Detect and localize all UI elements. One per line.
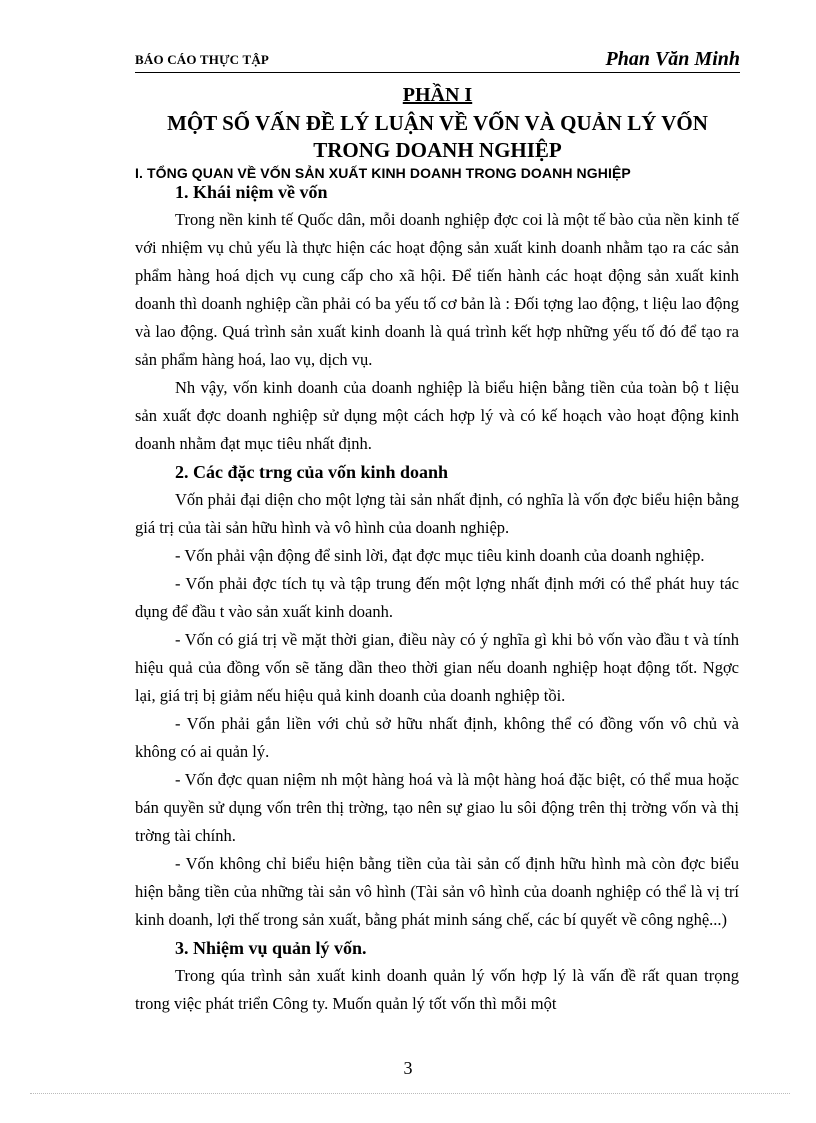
paragraph: - Vốn đợc quan niệm nh một hàng hoá và là một hàng hoá đặc biệt, có thể mua hoặc bán quyền sử dụng vốn trên thị trờng, tạo nên sự giao lu sôi động trên thị trờng vốn và thị trờng tài chính. — [135, 770, 739, 845]
part-title: PHẦN I — [402, 84, 473, 106]
page-bottom-divider — [30, 1093, 790, 1094]
paragraph: Nh vậy, vốn kinh doanh của doanh nghiệp là biểu hiện bằng tiền của toàn bộ t liệu sản xuất đợc doanh nghiệp sử dụng một cách hợp lý và có kế hoạch vào hoạt động kinh doanh nhằm đạt mục tiêu nhất định. — [135, 378, 739, 453]
section-heading: I. TỔNG QUAN VỀ VỐN SẢN XUẤT KINH DOANH TRONG DOANH NGHIỆP — [135, 165, 631, 181]
paragraph: Trong nền kinh tế Quốc dân, mỗi doanh nghiệp đợc coi là một tế bào của nền kinh tế với nhiệm vụ chủ yếu là thực hiện các hoạt động sản xuất kinh doanh nhằm tạo ra các sản phẩm hàng hoá dịch vụ cung cấp cho xã hội. Để tiến hành các hoạt động sản xuất kinh doanh thì doanh nghiệp cần phải có ba yếu tố cơ bản là : Đối tợng lao động, t liệu lao động và lao động. Quá trình sản xuất kinh doanh là quá trình kết hợp những yếu tố đó để tạo ra sản phẩm hàng hoá, lao vụ, dịch vụ. — [135, 210, 739, 369]
paragraph: Vốn phải đại diện cho một lợng tài sản nhất định, có nghĩa là vốn đợc biểu hiện bằng giá trị của tài sản hữu hình và vô hình của doanh nghiệp. — [135, 490, 739, 537]
body-text — [135, 178, 739, 1018]
paragraph: - Vốn phải đợc tích tụ và tập trung đến một lợng nhất định mới có thể phát huy tác dụng để đầu t vào sản xuất kinh doanh. — [135, 574, 739, 621]
subsection-heading-3: 3. Nhiệm vụ quản lý vốn. — [175, 938, 367, 958]
subsection-heading-2: 2. Các đặc trng của vốn kinh doanh — [175, 462, 449, 482]
page-header — [135, 50, 740, 73]
report-label: BÁO CÁO THỰC TẬP — [135, 52, 270, 67]
subsection-heading-1: 1. Khái niệm về vốn — [175, 182, 328, 202]
paragraph: Trong qúa trình sản xuất kinh doanh quản lý vốn hợp lý là vấn đề rất quan trọng trong việc phát triển Công ty. Muốn quản lý tốt vốn thì mỗi một — [135, 966, 739, 1013]
paragraph: - Vốn không chỉ biểu hiện bằng tiền của tài sản cố định hữu hình mà còn đợc biểu hiện bằng tiền của những tài sản vô hình (Tài sản vô hình của doanh nghiệp có thể là vị trí kinh doanh, lợi thế trong sản xuất, bằng phát minh sáng chế, các bí quyết về công nghệ...) — [135, 854, 739, 929]
chapter-title: MỘT SỐ VẤN ĐỀ LÝ LUẬN VỀ VỐN VÀ QUẢN LÝ VỐN TRONG DOANH NGHIỆP — [167, 111, 708, 162]
paragraph: - Vốn có giá trị về mặt thời gian, điều này có ý nghĩa gì khi bỏ vốn vào đầu t và tính hiệu quả của đồng vốn sẽ tăng dần theo thời gian nếu doanh nghiệp hoạt động tốt. Ngợc lại, giá trị bị giảm nếu hiệu quả kinh doanh của doanh nghiệp tồi. — [135, 630, 739, 705]
page-number: 3 — [403, 1058, 413, 1078]
paragraph: - Vốn phải gắn liền với chủ sở hữu nhất định, không thể có đồng vốn vô chủ và không có ai quản lý. — [135, 714, 739, 761]
author-name: Phan Văn Minh — [605, 48, 740, 70]
paragraph: - Vốn phải vận động để sinh lời, đạt đợc mục tiêu kinh doanh của doanh nghiệp. — [175, 546, 705, 565]
